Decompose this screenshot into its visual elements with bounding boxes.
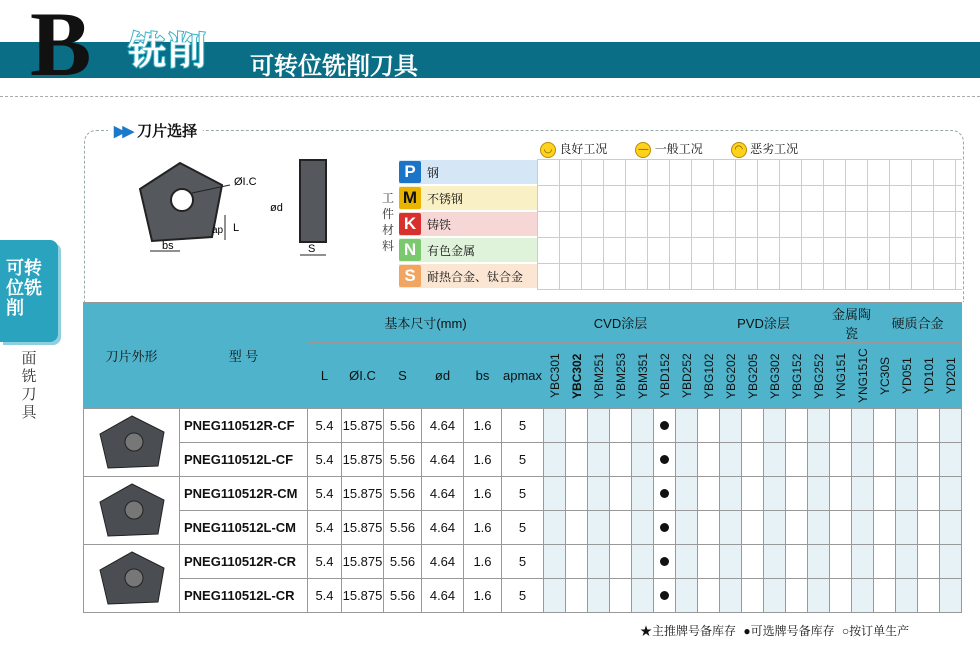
- grade: YBC302: [566, 343, 588, 409]
- grade-cell: [676, 409, 698, 443]
- dim-cell: 5: [502, 545, 544, 579]
- dim-cell: 5.4: [308, 579, 342, 613]
- model-cell: PNEG110512L-CM: [180, 511, 308, 545]
- grade-cell: [566, 579, 588, 613]
- insert-side-view: [300, 160, 326, 242]
- dim-cell: 5.4: [308, 409, 342, 443]
- grade-cell: [698, 409, 720, 443]
- grade-cell: [808, 579, 830, 613]
- grade-cell: [566, 511, 588, 545]
- material-m: [399, 186, 537, 210]
- material-name: 铸铁: [427, 217, 452, 232]
- section-title: [108, 120, 203, 141]
- grade-cell: [852, 477, 874, 511]
- col-cermet: 金属陶瓷: [830, 303, 874, 343]
- grade-cell: [610, 443, 632, 477]
- grade-cell: [698, 443, 720, 477]
- dim-cell: 15.875: [342, 579, 384, 613]
- dim-cell: 5: [502, 477, 544, 511]
- grade-cell: [720, 443, 742, 477]
- grade-cell: [808, 545, 830, 579]
- dim-cell: 5.4: [308, 477, 342, 511]
- grade-cell: [654, 443, 676, 477]
- grade-cell: [588, 511, 610, 545]
- material-name: 不锈钢: [427, 191, 464, 206]
- grade-cell: [918, 579, 940, 613]
- grade-cell: [544, 443, 566, 477]
- dim-s: S: [384, 343, 422, 409]
- grade-cell: [588, 545, 610, 579]
- grade-cell: [786, 409, 808, 443]
- grade-cell: [852, 579, 874, 613]
- grade: YBG302: [764, 343, 786, 409]
- grade: YD051: [896, 343, 918, 409]
- dim-cell: 1.6: [464, 477, 502, 511]
- legend-bad: ◠ 恶劣工况: [731, 140, 798, 158]
- model-cell: PNEG110512R-CR: [180, 545, 308, 579]
- grade-cell: [896, 511, 918, 545]
- grade-cell: [852, 545, 874, 579]
- dim-cell: 5.4: [308, 545, 342, 579]
- grade: YBD152: [654, 343, 676, 409]
- grade-cell: [632, 511, 654, 545]
- grade-cell: [676, 545, 698, 579]
- material-n: [399, 238, 537, 262]
- table-row: [84, 409, 962, 443]
- grade-cell: [742, 511, 764, 545]
- grade-cell: [632, 443, 654, 477]
- grade-cell: [610, 511, 632, 545]
- col-carbide: 硬质合金: [874, 303, 962, 343]
- grade-cell: [852, 443, 874, 477]
- footnote: ★主推牌号备库存 ●可选牌号备库存 ○按订单生产: [640, 624, 910, 638]
- grade-cell: [764, 443, 786, 477]
- material-code: P: [399, 161, 421, 183]
- dim-cell: 5.56: [384, 511, 422, 545]
- dim-cell: 4.64: [422, 545, 464, 579]
- grade-cell: [896, 579, 918, 613]
- grade-cell: [654, 477, 676, 511]
- grade-cell: [874, 409, 896, 443]
- dim-cell: 5: [502, 409, 544, 443]
- grade-cell: [610, 409, 632, 443]
- arrow-icon: ▶▶: [114, 123, 132, 140]
- grade-cell: [940, 409, 962, 443]
- grade-cell: [830, 511, 852, 545]
- diagram-bs: bs: [162, 240, 174, 252]
- grade-cell: [786, 443, 808, 477]
- grade: YBG202: [720, 343, 742, 409]
- grade-cell: [742, 477, 764, 511]
- grade-cell: [742, 545, 764, 579]
- grade-cell: [676, 477, 698, 511]
- grade-cell: [896, 477, 918, 511]
- grade-cell: [918, 477, 940, 511]
- dim-cell: 5.56: [384, 443, 422, 477]
- stock-dot: [660, 421, 669, 430]
- stock-dot: [660, 591, 669, 600]
- col-dims: 基本尺寸(mm): [308, 303, 544, 343]
- dim-cell: 15.875: [342, 477, 384, 511]
- grade-cell: [852, 409, 874, 443]
- grade-cell: [940, 579, 962, 613]
- insert-hole: [171, 189, 193, 211]
- grade-cell: [698, 477, 720, 511]
- grade-cell: [874, 511, 896, 545]
- grade-cell: [874, 443, 896, 477]
- grade-cell: [676, 511, 698, 545]
- grade-cell: [610, 545, 632, 579]
- col-shape: 刀片外形: [84, 303, 180, 409]
- table-row: [84, 579, 962, 613]
- grade: YNG151C: [852, 343, 874, 409]
- diagram-ap: ap: [212, 225, 224, 236]
- dim-cell: 5: [502, 579, 544, 613]
- grade-cell: [632, 409, 654, 443]
- dim-cell: 1.6: [464, 545, 502, 579]
- table-row: [84, 477, 962, 511]
- grade-cell: [654, 545, 676, 579]
- grade-cell: [896, 443, 918, 477]
- grade-cell: [940, 545, 962, 579]
- grade: YBM251: [588, 343, 610, 409]
- grade-cell: [544, 511, 566, 545]
- grade-cell: [632, 477, 654, 511]
- grade: YD201: [940, 343, 962, 409]
- grade-cell: [786, 545, 808, 579]
- material-code: N: [399, 239, 421, 261]
- grade-cell: [830, 579, 852, 613]
- grade-cell: [786, 579, 808, 613]
- material-label: 工件材料: [382, 191, 395, 253]
- grade-cell: [698, 511, 720, 545]
- grade-cell: [632, 545, 654, 579]
- chapter-letter: B: [30, 0, 92, 95]
- grade-cell: [566, 477, 588, 511]
- grade-cell: [918, 443, 940, 477]
- insert-image: [84, 409, 180, 477]
- grade-cell: [786, 511, 808, 545]
- grade-cell: [896, 409, 918, 443]
- material-k: [399, 212, 537, 236]
- grade-cell: [654, 511, 676, 545]
- insert-image: [84, 477, 180, 545]
- grade: YBM351: [632, 343, 654, 409]
- dim-cell: 5.4: [308, 443, 342, 477]
- legend-good: ◡ 良好工况: [540, 140, 607, 158]
- grade-cell: [720, 511, 742, 545]
- table-row: [84, 511, 962, 545]
- material-p: [399, 160, 537, 184]
- material-code: M: [399, 187, 421, 209]
- diagram-l: L: [233, 222, 240, 234]
- grade: YBG252: [808, 343, 830, 409]
- dim-cell: 4.64: [422, 511, 464, 545]
- grade-cell: [698, 545, 720, 579]
- grade-cell: [588, 579, 610, 613]
- dim-cell: 5: [502, 443, 544, 477]
- side-section-label: 面铣刀具: [21, 350, 37, 421]
- dim-cell: 15.875: [342, 511, 384, 545]
- condition-legend: [540, 140, 798, 158]
- dim-cell: 5: [502, 511, 544, 545]
- grade-cell: [720, 545, 742, 579]
- diagram-s: S: [308, 243, 316, 255]
- frown-icon: ◠: [731, 142, 747, 158]
- grade-cell: [544, 477, 566, 511]
- grade-cell: [654, 409, 676, 443]
- grade-cell: [676, 579, 698, 613]
- model-cell: PNEG110512R-CF: [180, 409, 308, 443]
- grade-cell: [874, 579, 896, 613]
- dim-cell: 1.6: [464, 443, 502, 477]
- side-tab[interactable]: [0, 240, 58, 342]
- material-name: 有色金属: [427, 243, 476, 258]
- col-model: 型 号: [180, 303, 308, 409]
- stock-dot: [660, 523, 669, 532]
- grade-cell: [918, 511, 940, 545]
- insert-image: [84, 545, 180, 613]
- header-divider: [0, 96, 980, 97]
- material-name: 钢: [427, 165, 440, 180]
- grade-cell: [742, 579, 764, 613]
- dim-cell: 4.64: [422, 477, 464, 511]
- model-cell: PNEG110512R-CM: [180, 477, 308, 511]
- material-name: 耐热合金、钛合金: [427, 269, 524, 284]
- grade-cell: [764, 477, 786, 511]
- dim-l: L: [308, 343, 342, 409]
- stock-dot: [660, 557, 669, 566]
- grade-cell: [588, 477, 610, 511]
- grade-cell: [830, 545, 852, 579]
- grade-cell: [940, 511, 962, 545]
- grade-cell: [918, 545, 940, 579]
- grade-cell: [566, 409, 588, 443]
- grade-cell: [632, 579, 654, 613]
- grade-cell: [808, 511, 830, 545]
- grade-cell: [808, 477, 830, 511]
- grade-cell: [940, 443, 962, 477]
- grade-cell: [852, 511, 874, 545]
- grade-cell: [544, 409, 566, 443]
- grade: YBD252: [676, 343, 698, 409]
- grade-cell: [654, 579, 676, 613]
- grade-cell: [764, 511, 786, 545]
- col-cvd: CVD涂层: [544, 303, 698, 343]
- grade-cell: [588, 443, 610, 477]
- grade-cell: [742, 443, 764, 477]
- grade: YBG205: [742, 343, 764, 409]
- model-cell: PNEG110512L-CF: [180, 443, 308, 477]
- grade-cell: [874, 545, 896, 579]
- suitability-grid: [537, 159, 962, 290]
- table-row: [84, 545, 962, 579]
- dim-cell: 1.6: [464, 409, 502, 443]
- dim-ap: apmax: [502, 343, 544, 409]
- grade-cell: [698, 579, 720, 613]
- stock-dot: [660, 455, 669, 464]
- grade-cell: [940, 477, 962, 511]
- grade-cell: [874, 477, 896, 511]
- chapter-category: 铣削: [128, 31, 209, 73]
- dim-cell: 5.56: [384, 545, 422, 579]
- smile-icon: ◡: [540, 142, 556, 158]
- dim-cell: 1.6: [464, 511, 502, 545]
- dim-cell: 5.56: [384, 409, 422, 443]
- dim-cell: 5.56: [384, 477, 422, 511]
- grade-cell: [764, 579, 786, 613]
- grade-cell: [676, 443, 698, 477]
- dim-cell: 1.6: [464, 579, 502, 613]
- grade-cell: [720, 409, 742, 443]
- grade-cell: [786, 477, 808, 511]
- dim-cell: 15.875: [342, 545, 384, 579]
- insert-table: [83, 302, 962, 613]
- material-code: K: [399, 213, 421, 235]
- diagram-ic: ØI.C: [234, 176, 257, 188]
- grade-cell: [830, 477, 852, 511]
- dim-cell: 15.875: [342, 409, 384, 443]
- grade-cell: [830, 443, 852, 477]
- grade: YBC301: [544, 343, 566, 409]
- col-pvd: PVD涂层: [698, 303, 830, 343]
- dim-cell: 4.64: [422, 579, 464, 613]
- insert-diagram: [130, 155, 340, 270]
- grade-cell: [742, 409, 764, 443]
- grade-cell: [830, 409, 852, 443]
- grade: YD101: [918, 343, 940, 409]
- grade-cell: [566, 443, 588, 477]
- dim-ic: ØI.C: [342, 343, 384, 409]
- grade-cell: [918, 409, 940, 443]
- side-tab-label: 可转位铣削: [6, 258, 42, 318]
- dim-cell: 15.875: [342, 443, 384, 477]
- grade-cell: [588, 409, 610, 443]
- grade-cell: [896, 545, 918, 579]
- grade-cell: [720, 579, 742, 613]
- grade-cell: [764, 409, 786, 443]
- grade-cell: [808, 409, 830, 443]
- grade-cell: [610, 477, 632, 511]
- dim-cell: 4.64: [422, 409, 464, 443]
- section-title-text: 刀片选择: [137, 123, 198, 140]
- table-row: [84, 443, 962, 477]
- grade: YBG102: [698, 343, 720, 409]
- stock-dot: [660, 489, 669, 498]
- diagram-d: ød: [270, 202, 283, 214]
- grade-cell: [544, 579, 566, 613]
- dim-cell: 5.56: [384, 579, 422, 613]
- grade-cell: [610, 579, 632, 613]
- grade-cell: [566, 545, 588, 579]
- dim-bs: bs: [464, 343, 502, 409]
- legend-normal: — 一般工况: [635, 140, 702, 158]
- grade-cell: [808, 443, 830, 477]
- grade-cell: [764, 545, 786, 579]
- grade: YBG152: [786, 343, 808, 409]
- grade-cell: [720, 477, 742, 511]
- material-s: [399, 264, 537, 288]
- dim-cell: 4.64: [422, 443, 464, 477]
- grade-cell: [544, 545, 566, 579]
- neutral-face-icon: —: [635, 142, 651, 158]
- model-cell: PNEG110512L-CR: [180, 579, 308, 613]
- material-code: S: [399, 265, 421, 287]
- page-title: 可转位铣削刀具: [250, 53, 418, 80]
- dim-d: ød: [422, 343, 464, 409]
- grade: YC30S: [874, 343, 896, 409]
- dim-cell: 5.4: [308, 511, 342, 545]
- grade: YNG151: [830, 343, 852, 409]
- grade: YBM253: [610, 343, 632, 409]
